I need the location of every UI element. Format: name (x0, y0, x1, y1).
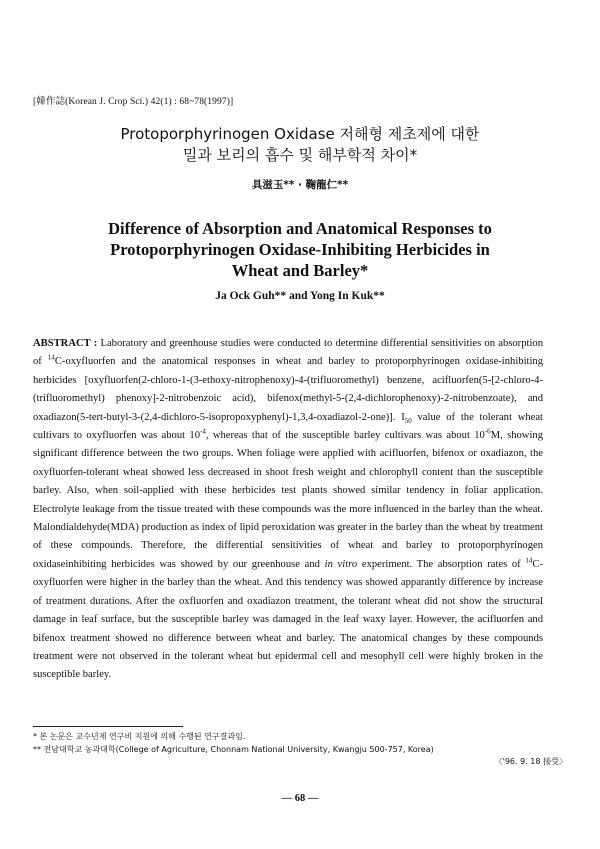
english-title-line-2: Protoporphyrinogen Oxidase-Inhibiting Herbicides in (110, 240, 490, 259)
footnote-funding: * 본 논문은 교수년제 연구비 지원에 의해 수행된 연구결과임. (33, 732, 246, 741)
abstract-text: C-oxyfluorfen were higher in the barley than the wheat. And this tendency was showed apparantly difference by increase of treatment durations. After the oxfluorfen and oxadiazon treatment, the tolerant wheat did not show the structural damage in leaf surface, but the susceptible barley was damaged in the leaf waxy layer. However, the acifluorfen and bifenox treatment showed no difference between wheat and barley. The anatomical changes by these compounds treatment were not observed in the tolerant wheat but epidermal cell and mesophyll cell were highly broken in the susceptible barley. (33, 558, 543, 681)
english-authors: Ja Ock Guh** and Yong In Kuk** (215, 290, 385, 302)
abstract-text: C-oxyfluorfen and the anatomical responses in wheat and barley to protoporphyrinogen oxidase-inhibiting herbicides [oxyfluorfen(2-chloro-1-(3-ethoxy-nitrophenoxy)-4-(trifluoromethyl) benzene, acifluorfen(5-[2-chloro-4-(trifluoromethyl) phenoxy]-2-nitrobenzoic acid), bifenox(methyl-5-(2,4-dichlorophenoxy)-2-nitrobenzoate), and oxadiazon(5-tert-butyl-3-(2,4-dichloro-5-isopropoxyphenyl)-1,3,4-oxadiazol-2-one)]. I (33, 356, 543, 423)
korean-title-line-1: Protoporphyrinogen Oxidase 저해형 제초제에 대한 (120, 125, 480, 143)
journal-citation: [韓作誌(Korean J. Crop Sci.) 42(1) : 68~78(1997)] (33, 97, 234, 107)
in-vitro-italic: in vitro (324, 558, 358, 570)
korean-authors: 具滋玉** · 鞠龍仁** (251, 179, 349, 191)
footnote-affiliation: ** 전남대학교 농과대학(College of Agriculture, Chonnam National University, Kwangju 500-757, Korea) (33, 744, 434, 754)
footnote-divider (33, 726, 183, 727)
exponent-superscript: -6 (484, 427, 491, 436)
i50-subscript: 50 (404, 416, 412, 425)
abstract-text: , whereas that of the susceptible barley cultivars was about 10 (205, 430, 485, 442)
abstract (33, 335, 543, 685)
english-title-line-1: Difference of Absorption and Anatomical Responses to (108, 219, 492, 238)
abstract-text: experiment. The absorption rates of (357, 558, 526, 570)
abstract-heading: ABSTRACT : (33, 338, 98, 349)
received-date: 〈'96. 9. 18 接受〉 (494, 757, 567, 766)
korean-title-line-2: 밀과 보리의 흡수 및 해부학적 차이* (182, 146, 418, 164)
footnotes (33, 731, 543, 756)
abstract-text: M, showing significant difference between the two groups. When foliage were applied with acifluorfen, bifenox or oxadiazon, the oxyfluorfen-tolerant wheat showed less decreased in shoot fresh weight and chlorophyll content than the susceptible barley. Also, when soil-applied with these herbicides test plants showed similar tendency in foliar application. Electrolyte leakage from the tissue treated with these compounds was the more influenced in the barley than the wheat. Malondialdehyde(MDA) production as index of lipid peroxidation was greater in the barley than the wheat by treatment of these compounds. Therefore, the differential sensitivities of wheat and barley to protoporphyrinogen oxidaseinhibiting herbicides was showed by our greenhouse and (33, 430, 543, 570)
korean-title (0, 124, 600, 166)
isotope-superscript: 14 (525, 556, 533, 565)
exponent-superscript: -4 (200, 427, 206, 436)
isotope-superscript: 14 (47, 353, 55, 362)
abstract-text: Laboratory and greenhouse studies were conducted to determine differential sensitivities on absorption of (33, 338, 543, 368)
abstract-text: value of the tolerant wheat cultivars to oxyfluorfen was about 10 (33, 411, 543, 442)
page-number: — 68 — (281, 793, 319, 804)
english-title (0, 218, 600, 281)
english-title-line-3: Wheat and Barley* (231, 261, 369, 280)
